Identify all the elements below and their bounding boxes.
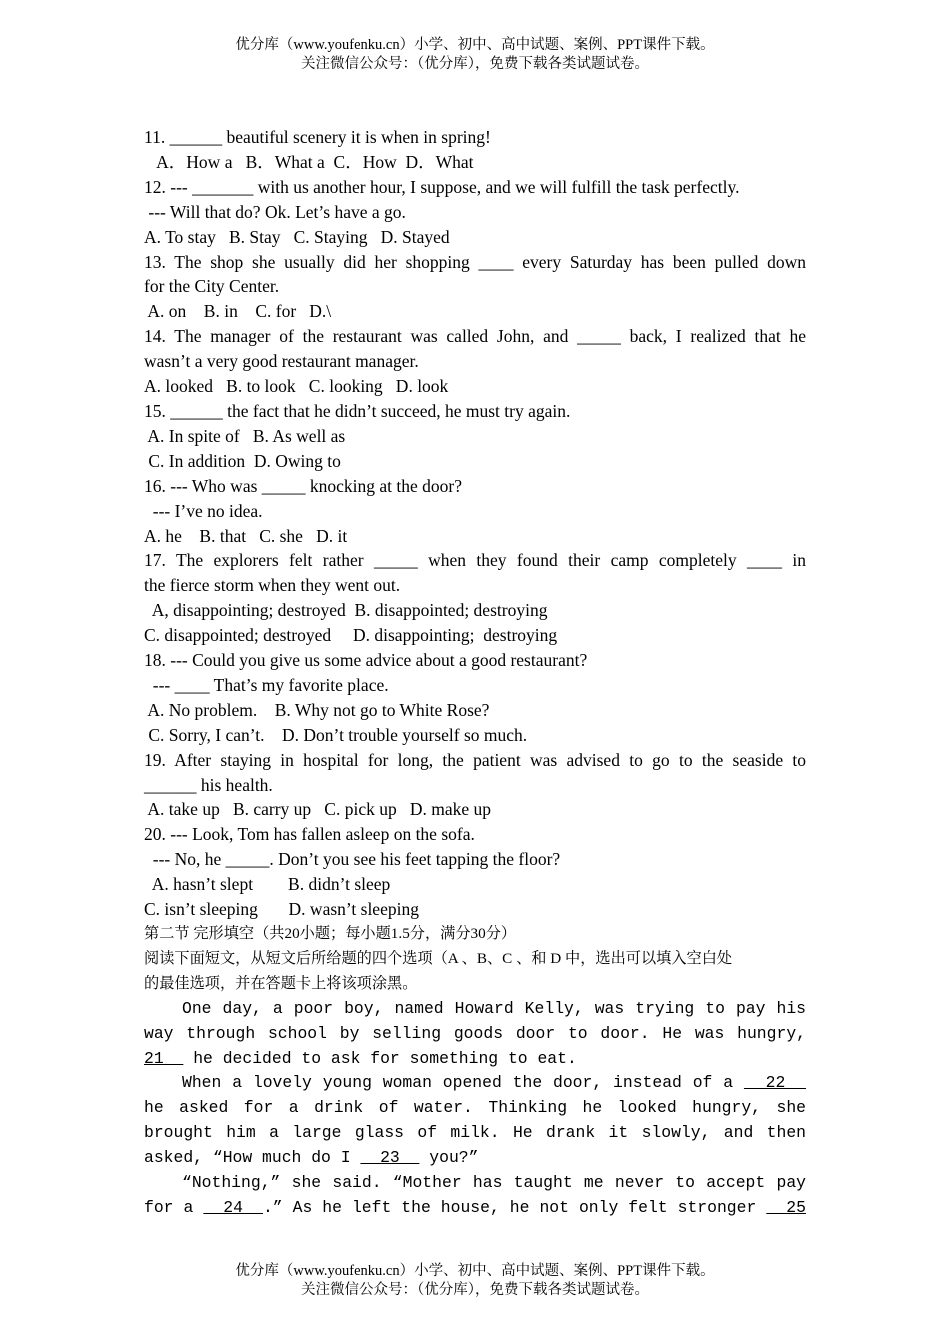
- q19-stem-2: ______ his health.: [144, 774, 273, 795]
- q11-stem: 11. ______ beautiful scenery it is when in spring!: [144, 127, 491, 147]
- q20-stem: 20. --- Look, Tom has fallen asleep on the sofa.: [144, 824, 475, 845]
- q17-options-2: C. disappointed; destroyed D. disappointing; destroying: [144, 625, 558, 646]
- header-line-2: 关注微信公众号：（优分库），免费下载各类试题试卷。: [301, 56, 649, 72]
- q18-stem: 18. --- Could you give us some advice about a good restaurant?: [144, 650, 588, 671]
- q11-options: A．How a B．What a C．How D．What: [144, 151, 474, 172]
- q17-options-1: A, disappointing; destroyed B. disappointed; destroying: [144, 600, 548, 621]
- header-line-1: 优分库（www.youfenku.cn）小学、初中、高中试题、案例、PPT课件下载。: [235, 37, 715, 53]
- passage-p2-text-c: you?”: [419, 1148, 479, 1168]
- q15-stem: 15. ______ the fact that he didn’t succeed, he must try again.: [144, 400, 571, 421]
- q12-options: A. To stay B. Stay C. Staying D. Stayed: [144, 226, 450, 247]
- passage-p3-text-b: .” As he left the house, he not only felt stronger: [262, 1197, 767, 1217]
- footer-line-1: 优分库（www.youfenku.cn）小学、初中、高中试题、案例、PPT课件下载。: [235, 1263, 715, 1279]
- q19-options: A. take up B. carry up C. pick up D. make up: [144, 799, 492, 820]
- q12-reply: --- Will that do? Ok. Let’s have a go.: [144, 201, 406, 222]
- q13-stem-2: for the City Center.: [144, 276, 280, 297]
- q14-stem-2: wasn’t a very good restaurant manager.: [144, 351, 419, 372]
- q13-stem-1: 13. The shop she usually did her shopping ____ every Saturday has been pulled down: [144, 251, 806, 272]
- blank-24: 24: [203, 1197, 263, 1217]
- page-footer: [0, 1262, 950, 1300]
- passage-paragraph-2: [144, 1071, 806, 1171]
- q15-options-2: C. In addition D. Owing to: [144, 450, 341, 471]
- blank-25: 25: [766, 1197, 806, 1217]
- passage-p2-text-b: he asked for a drink of water. Thinking he looked hungry, she brought him a large glass of milk. He drank it slowly, and then asked, “How much do I: [144, 1098, 806, 1168]
- passage-p2-text-a: When a lovely young woman opened the door, instead of a: [182, 1073, 744, 1093]
- q18-reply: --- ____ That’s my favorite place.: [144, 674, 389, 695]
- q16-options: A. he B. that C. she D. it: [144, 525, 348, 546]
- blank-22: 22: [743, 1073, 806, 1093]
- passage-p1-end: he decided to ask for something to eat.: [183, 1048, 577, 1068]
- q19-stem-1: 19. After staying in hospital for long, the patient was advised to go to the seaside to: [144, 749, 806, 770]
- q15-options-1: A. In spite of B. As well as: [144, 425, 346, 446]
- passage-paragraph-1: [144, 997, 806, 1072]
- section-instruction-2: 的最佳选项，并在答题卡上将该项涂黑。: [144, 974, 418, 992]
- q16-reply: --- I’ve no idea.: [144, 500, 263, 521]
- q18-options-2: C. Sorry, I can’t. D. Don’t trouble yourself so much.: [144, 724, 528, 745]
- q14-stem-1: 14. The manager of the restaurant was called John, and _____ back, I realized that he: [144, 326, 806, 347]
- section-title: 第二节 完形填空（共20小题；每小题1.5分，满分30分）: [144, 925, 517, 942]
- q18-options-1: A. No problem. B. Why not go to White Rose?: [144, 699, 490, 720]
- q12-stem: 12. --- _______ with us another hour, I suppose, and we will fulfill the task perfectly.: [144, 176, 740, 197]
- q17-stem-2: the fierce storm when they went out.: [144, 575, 401, 596]
- blank-21: 21: [144, 1048, 184, 1068]
- section-instruction-1: 阅读下面短文，从短文后所给题的四个选项（A 、B、C 、和 D 中，选出可以填入空白处: [144, 949, 733, 967]
- q14-options: A. looked B. to look C. looking D. look: [144, 376, 449, 397]
- q20-options-2: C. isn’t sleeping D. wasn’t sleeping: [144, 899, 419, 920]
- exam-content: [144, 125, 806, 1221]
- passage-p3-text-a: “Nothing,” she said. “Mother has taught me never to accept pay for a: [144, 1173, 806, 1217]
- q20-options-1: A. hasn’t slept B. didn’t sleep: [144, 874, 391, 895]
- q17-stem-1: 17. The explorers felt rather _____ when they found their camp completely ____ in: [144, 550, 806, 571]
- q20-reply: --- No, he _____. Don’t you see his feet tapping the floor?: [144, 849, 561, 870]
- passage-p1-text: One day, a poor boy, named Howard Kelly, was trying to pay his way through school by selling goods door to door. He was hungry,: [144, 998, 806, 1043]
- q13-options: A. on B. in C. for D.\: [144, 301, 332, 322]
- q16-stem: 16. --- Who was _____ knocking at the door?: [144, 475, 463, 496]
- passage-paragraph-3: [144, 1171, 806, 1221]
- footer-line-2: 关注微信公众号：（优分库），免费下载各类试题试卷。: [301, 1282, 649, 1298]
- page-header: [0, 36, 950, 74]
- blank-23: 23: [360, 1148, 420, 1168]
